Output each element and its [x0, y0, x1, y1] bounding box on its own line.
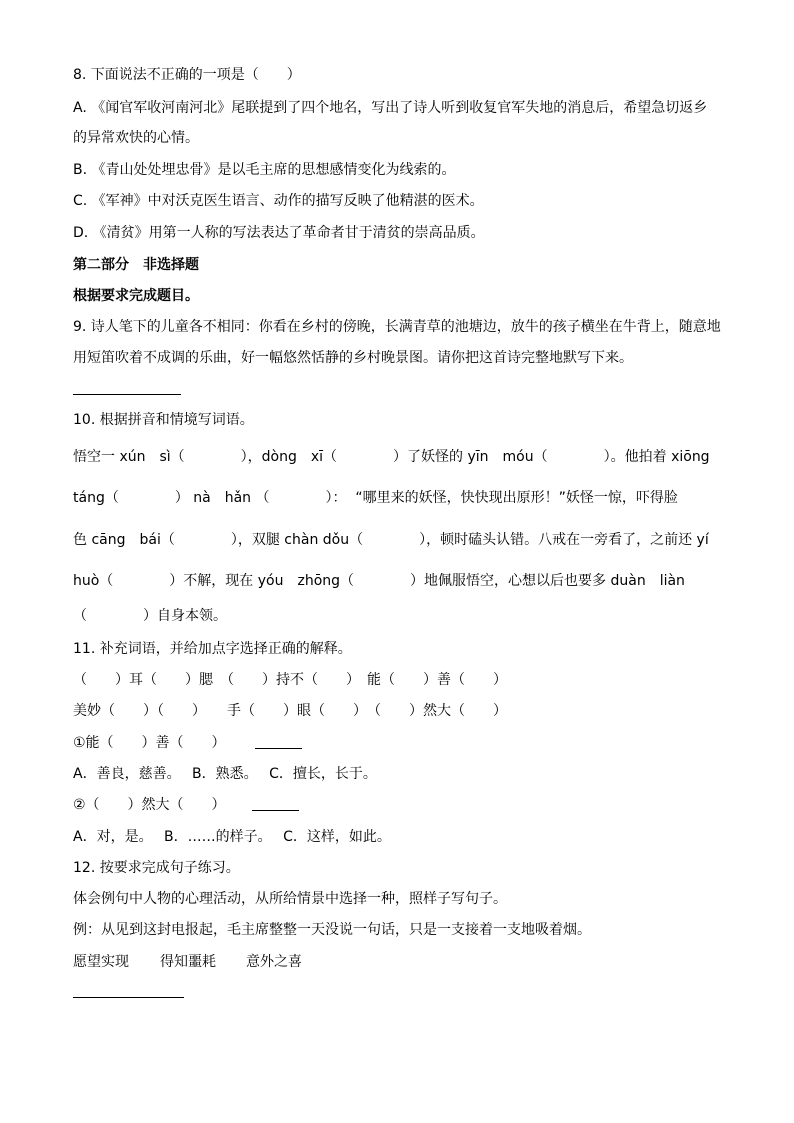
q8-option-d: D. 《清贫》用第一人称的写法表达了革命者甘于清贫的崇高品质。: [73, 225, 485, 241]
part2-instruction: 根据要求完成题目。: [73, 288, 199, 304]
q12-stem: 12. 按要求完成句子练习。: [73, 860, 240, 876]
q11-options1: A．善良，慈善。 B．熟悉。 C．擅长，长于。: [73, 766, 377, 782]
q12-situation-2: 得知噩耗: [160, 954, 216, 970]
q12-situation-3: 意外之喜: [246, 954, 302, 970]
part2-title: 第二部分 非选择题: [73, 257, 199, 273]
q11-sub1-answer-line[interactable]: [255, 748, 302, 749]
q9-answer-line[interactable]: [73, 394, 181, 395]
q11-sub1: ①能（ ）善（ ）: [73, 735, 226, 751]
q11-row2: 美妙（ ）（ ） 手（ ）眼（ ） （ ）然大（ ）: [73, 703, 507, 719]
q12-answer-line[interactable]: [73, 997, 184, 998]
q9-line2: 用短笛吹着不成调的乐曲，好一幅悠然恬静的乡村晚景图。请你把这首诗完整地默写下来。: [73, 350, 633, 366]
q9-line1: 9. 诗人笔下的儿童各不相同：你看在乡村的傍晚，长满青草的池塘边，放牛的孩子横坐在牛背上，随意地: [73, 319, 721, 335]
q11-sub2: ②（ ）然大（ ）: [73, 797, 226, 813]
q12-situation-1: 愿望实现: [73, 954, 129, 970]
q12-task: 体会例句中人物的心理活动，从所给情景中选择一种，照样子写句子。: [73, 891, 507, 907]
q8-stem: 8. 下面说法不正确的一项是（ ）: [73, 67, 301, 83]
q10-line4: huò（ ）不解，现在 yóu zhōng（ ）地佩服悟空，心想以后也要多 duàn liàn: [73, 573, 685, 589]
q10-line2: táng（ ） nà hǎn （ ）： “哪里来的妖怪，快快现出原形！”妖怪一惊，吓得脸: [73, 490, 678, 506]
q8-option-c: C. 《军神》中对沃克医生语言、动作的描写反映了他精湛的医术。: [73, 193, 484, 209]
q12-example: 例：从见到这封电报起，毛主席整整一天没说一句话，只是一支接着一支地吸着烟。: [73, 922, 591, 938]
q11-row1: （ ）耳（ ）腮 （ ）持不（ ） 能（ ）善（ ）: [73, 672, 507, 688]
q10-line5: （ ）自身本领。: [73, 608, 227, 624]
q11-options2: A．对，是。 B．……的样子。 C．这样，如此。: [73, 829, 391, 845]
q8-option-a-line2: 的异常欢快的心情。: [73, 130, 199, 146]
q10-line3: 色 cāng bái（ ），双腿 chàn dǒu（ ），顿时磕头认错。八戒在一旁看了，之前还 yí: [73, 532, 709, 548]
q11-sub2-answer-line[interactable]: [252, 810, 299, 811]
q11-stem: 11. 补充词语，并给加点字选择正确的解释。: [73, 641, 352, 657]
q8-option-b: B. 《青山处处埋忠骨》是以毛主席的思想感情变化为线索的。: [73, 162, 456, 178]
q10-stem: 10. 根据拼音和情境写词语。: [73, 412, 254, 428]
q8-option-a-line1: A. 《闻官军收河南河北》尾联提到了四个地名，写出了诗人听到收复官军失地的消息后，希望急切返乡: [73, 100, 708, 116]
q10-line1: 悟空一 xún sì（ ），dòng xī（ ）了妖怪的 yīn móu（ ）。他拍着 xiōng: [73, 449, 710, 465]
